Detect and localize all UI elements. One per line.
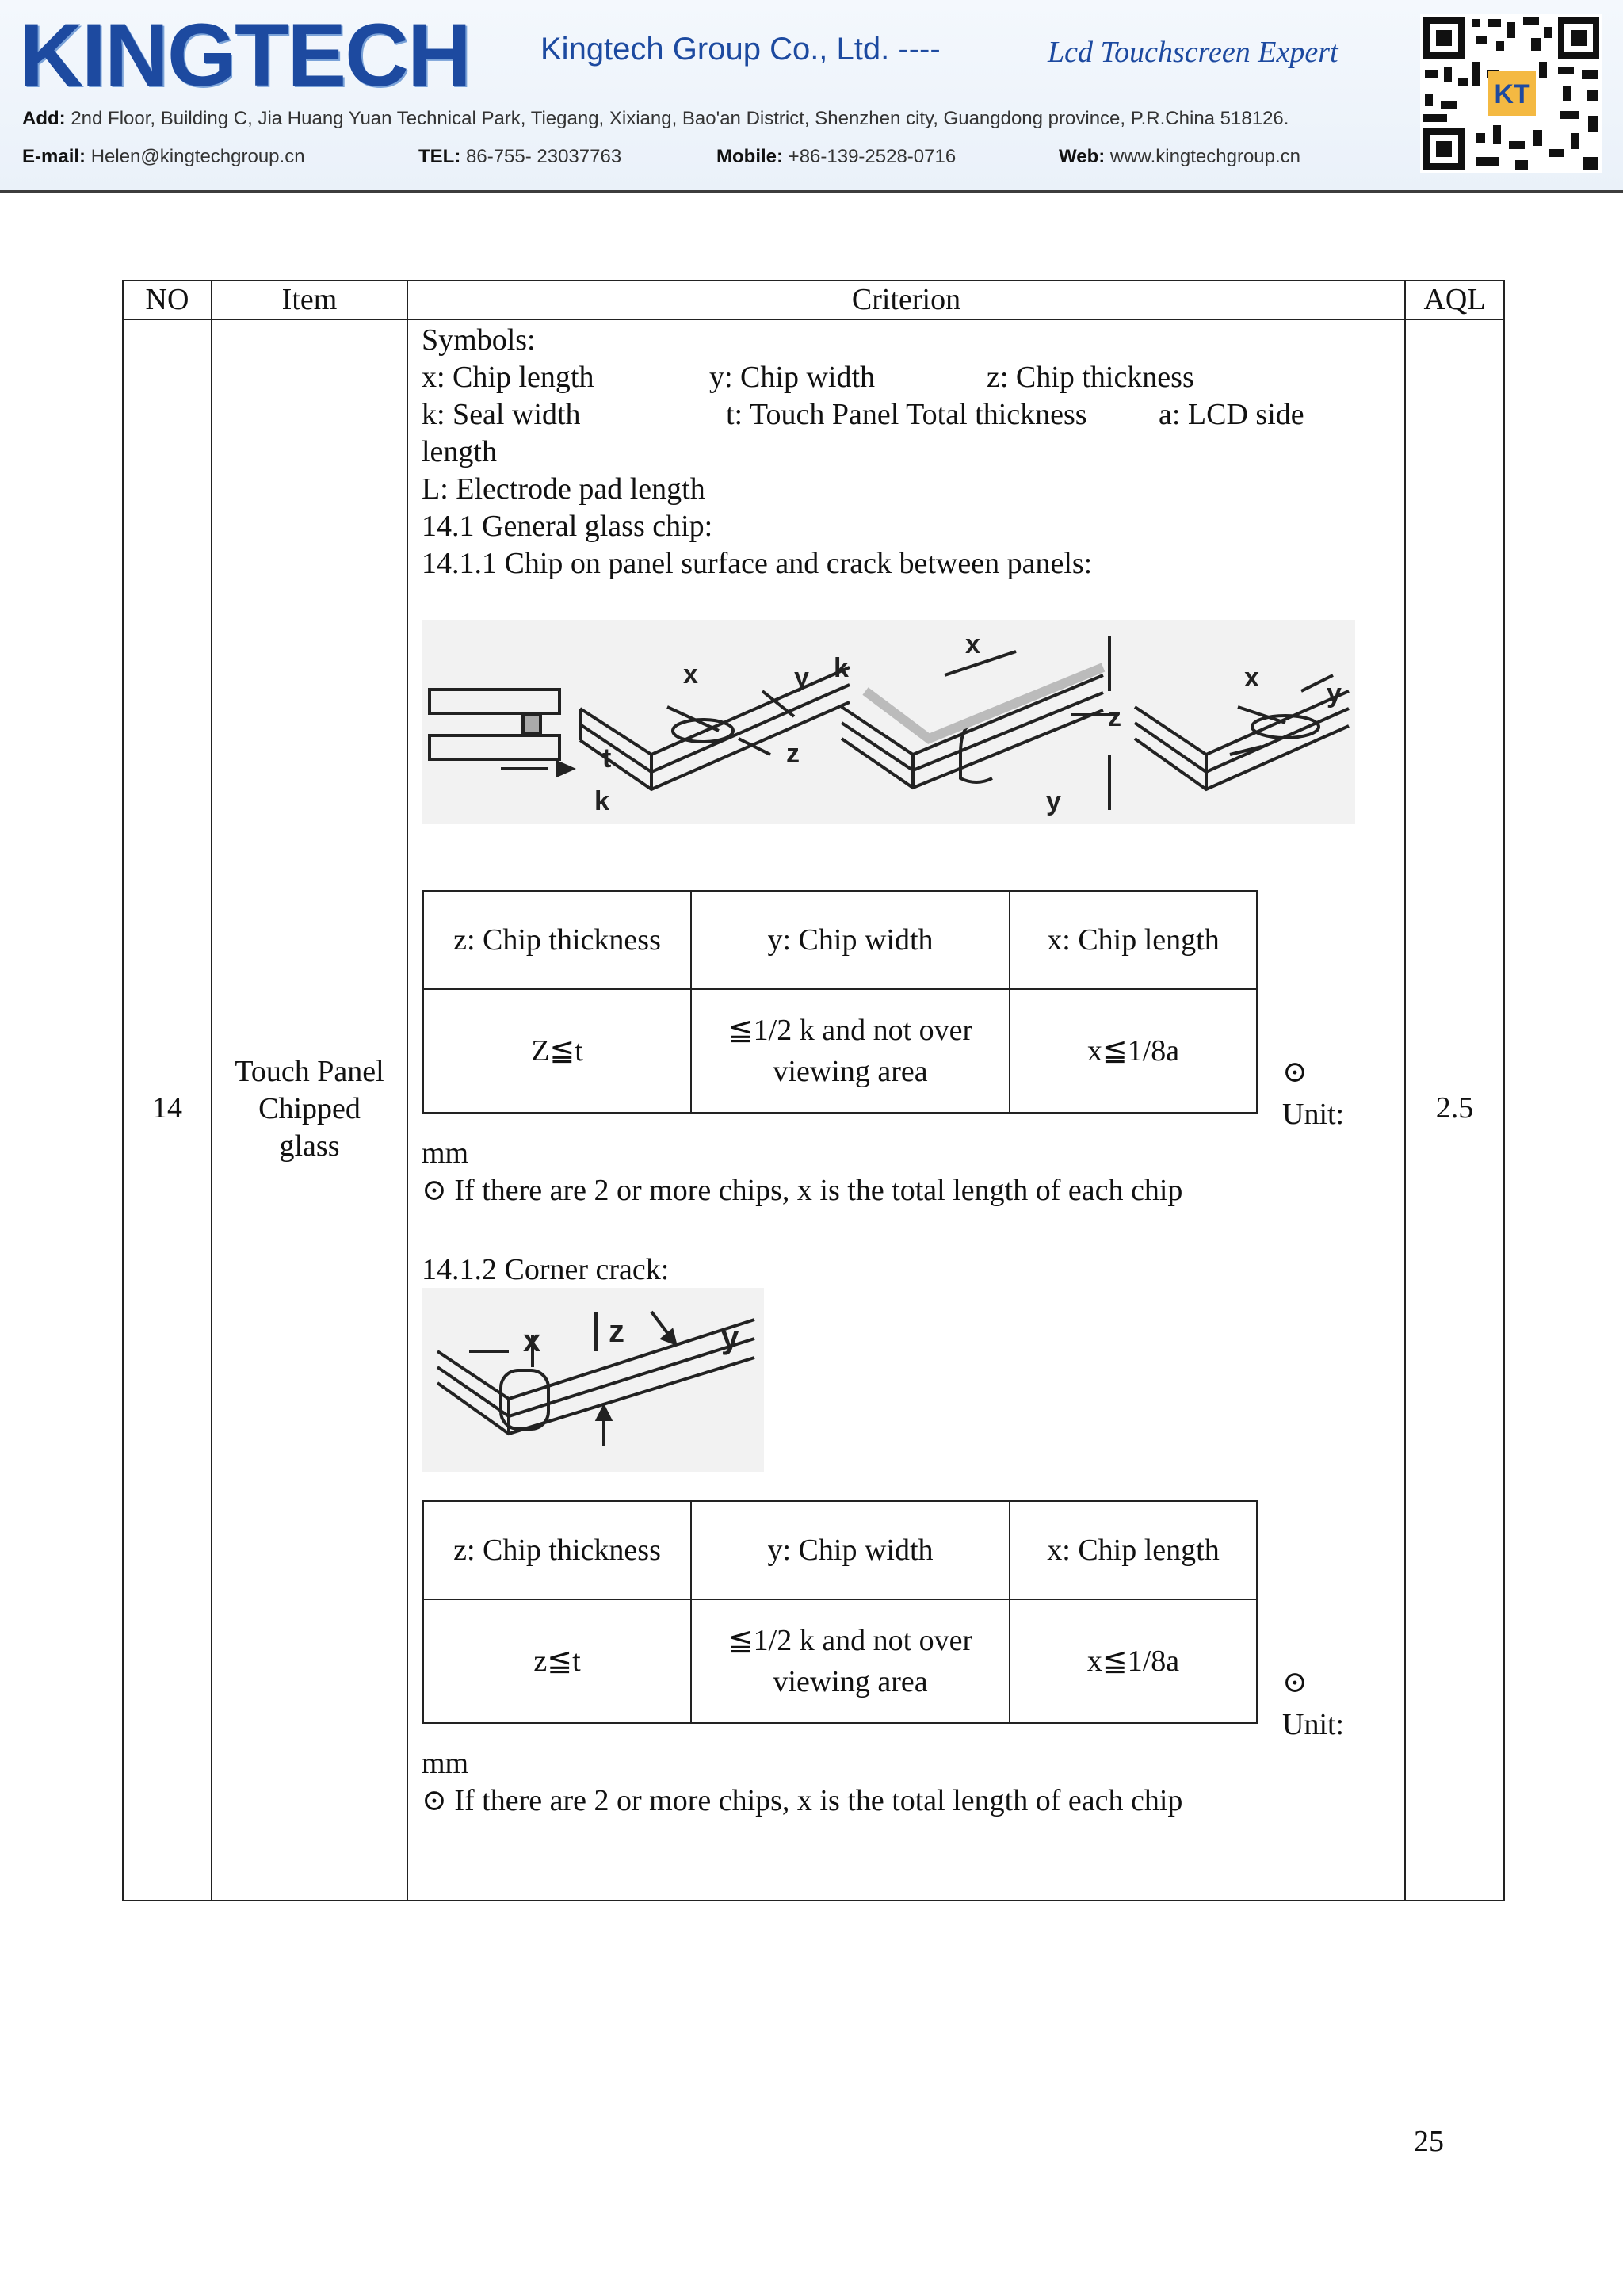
web-entry xyxy=(1059,146,1300,168)
mobile-label: Mobile: xyxy=(716,146,783,167)
diagram1-label-x2: x xyxy=(965,629,980,659)
company-logo: KINGTECH xyxy=(19,6,470,105)
table-header-divider xyxy=(122,319,1505,320)
email-label: E-mail: xyxy=(22,146,86,167)
diagram1-label-z: z xyxy=(786,739,800,769)
t1-value-y-line2: viewing area xyxy=(773,1055,928,1088)
diagram1-label-x: x xyxy=(683,659,698,690)
t2-value-y-line2: viewing area xyxy=(773,1665,928,1698)
header-no: NO xyxy=(145,283,189,316)
diagram2-label-y: y xyxy=(721,1320,739,1355)
symbol-a-cont: length xyxy=(422,435,497,468)
table-border-right xyxy=(1503,280,1505,1901)
unit-symbol-2: ⊙ xyxy=(1282,1666,1308,1699)
t2-value-z: z≦t xyxy=(423,1599,691,1723)
item-line-2: Chipped xyxy=(258,1092,361,1125)
diagram1-label-y2: y xyxy=(1046,786,1061,816)
page-number: 25 xyxy=(1414,2125,1444,2158)
t1-value-z: Z≦t xyxy=(423,989,691,1113)
email-value[interactable]: Helen@kingtechgroup.cn xyxy=(90,146,305,167)
qr-code-icon xyxy=(1420,14,1602,173)
corner-crack-diagram xyxy=(422,1288,764,1472)
tel-label: TEL: xyxy=(418,146,461,167)
letterhead xyxy=(0,0,1623,193)
item-line-3: glass xyxy=(279,1129,340,1163)
header-item: Item xyxy=(281,283,338,316)
section-14-1: 14.1 General glass chip: xyxy=(422,510,713,543)
t1-value-y xyxy=(691,989,1010,1113)
symbol-x: x: Chip length xyxy=(422,361,594,394)
diagram2-label-x: x xyxy=(523,1324,541,1358)
symbol-L: L: Electrode pad length xyxy=(422,472,705,506)
t2-value-x: x≦1/8a xyxy=(1010,1599,1257,1723)
web-label: Web: xyxy=(1059,146,1106,167)
diagram1-label-k2: k xyxy=(594,786,609,816)
t1-value-y-line1: ≦1/2 k and not over xyxy=(727,1014,973,1047)
column-divider-item xyxy=(407,280,408,1901)
t1-value-x: x≦1/8a xyxy=(1010,989,1257,1113)
diagram1-label-z2: z xyxy=(1108,702,1121,732)
section-14-1-1: 14.1.1 Chip on panel surface and crack between panels: xyxy=(422,547,1093,580)
table-border-top xyxy=(122,280,1505,281)
address-label: Add: xyxy=(22,108,66,129)
company-name: Kingtech Group Co., Ltd. ---- xyxy=(540,32,941,67)
diagram1-label-x3: x xyxy=(1244,663,1259,693)
header-aql: AQL xyxy=(1423,283,1486,316)
multi-chip-note-1: ⊙ If there are 2 or more chips, x is the total length of each chip xyxy=(422,1174,1183,1207)
t2-header-z: z: Chip thickness xyxy=(423,1501,691,1599)
symbol-a: a: LCD side xyxy=(1159,398,1304,431)
row-no: 14 xyxy=(152,1091,182,1125)
t1-header-z: z: Chip thickness xyxy=(423,891,691,989)
symbol-z: z: Chip thickness xyxy=(987,361,1194,394)
unit-symbol-1: ⊙ xyxy=(1282,1056,1308,1089)
t2-header-y: y: Chip width xyxy=(691,1501,1010,1599)
diagram1-label-t: t xyxy=(602,743,612,774)
criteria-subtable-2 xyxy=(422,1500,1258,1724)
company-tagline: Lcd Touchscreen Expert xyxy=(1048,36,1338,69)
symbols-title: Symbols: xyxy=(422,323,536,357)
diagram1-label-y3: y xyxy=(1327,678,1342,709)
section-14-1-2: 14.1.2 Corner crack: xyxy=(422,1253,670,1286)
table-border-bottom xyxy=(122,1900,1505,1901)
unit-label-1: Unit: xyxy=(1282,1098,1345,1131)
symbol-y: y: Chip width xyxy=(709,361,876,394)
row-item xyxy=(212,1053,407,1165)
diagram1-label-k: k xyxy=(834,653,849,683)
unit-mm-1: mm xyxy=(422,1137,469,1170)
web-value[interactable]: www.kingtechgroup.cn xyxy=(1109,146,1301,167)
tel-entry xyxy=(418,146,621,168)
t1-header-x: x: Chip length xyxy=(1010,891,1257,989)
item-line-1: Touch Panel xyxy=(235,1055,384,1088)
company-address xyxy=(22,108,1289,130)
criteria-subtable-1 xyxy=(422,890,1258,1114)
header-criterion: Criterion xyxy=(851,283,961,316)
row-aql: 2.5 xyxy=(1435,1091,1474,1125)
multi-chip-note-2: ⊙ If there are 2 or more chips, x is the total length of each chip xyxy=(422,1784,1183,1817)
email-entry xyxy=(22,146,305,168)
address-text: 2nd Floor, Building C, Jia Huang Yuan Technical Park, Tiegang, Xixiang, Bao'an District, Shenzhen city, Guangdong province, P.R.China 518126. xyxy=(71,108,1289,129)
symbol-t: t: Touch Panel Total thickness xyxy=(726,398,1087,431)
t2-value-y-line1: ≦1/2 k and not over xyxy=(727,1624,973,1657)
t2-header-x: x: Chip length xyxy=(1010,1501,1257,1599)
diagram1-label-y: y xyxy=(794,663,809,693)
diagram2-label-z: z xyxy=(609,1314,624,1349)
unit-label-2: Unit: xyxy=(1282,1708,1345,1741)
chip-diagram-surface xyxy=(422,620,1355,824)
t1-header-y: y: Chip width xyxy=(691,891,1010,989)
unit-mm-2: mm xyxy=(422,1747,469,1780)
symbol-k: k: Seal width xyxy=(422,398,581,431)
mobile-value: +86-139-2528-0716 xyxy=(788,146,957,167)
qr-badge: KT xyxy=(1494,79,1530,109)
t2-value-y xyxy=(691,1599,1010,1723)
tel-value: 86-755- 23037763 xyxy=(466,146,622,167)
mobile-entry xyxy=(716,146,956,168)
